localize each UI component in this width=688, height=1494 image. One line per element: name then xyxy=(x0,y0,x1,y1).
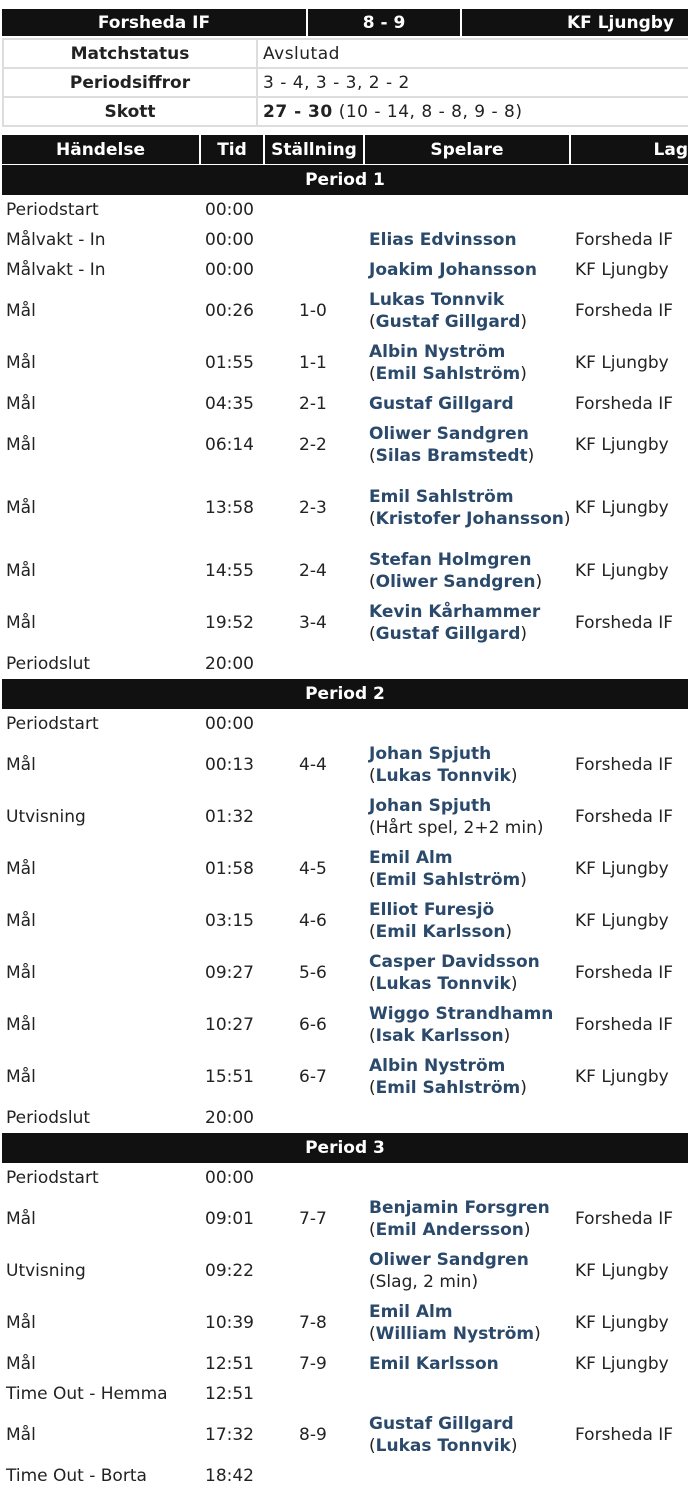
player-link[interactable]: Kevin Kårhammer xyxy=(369,602,541,622)
info-label: Matchstatus xyxy=(2,40,258,67)
event-score: 8-9 xyxy=(299,1425,327,1445)
player-link[interactable]: Lukas Tonnvik xyxy=(369,290,505,310)
paren-close: ) xyxy=(534,1324,541,1344)
assist-player-link[interactable]: Silas Bramstedt xyxy=(375,446,528,466)
event-type: Mål xyxy=(6,1425,36,1445)
event-team: Forsheda IF xyxy=(575,807,674,827)
event-row xyxy=(2,1193,688,1245)
event-team: KF Ljungby xyxy=(575,1067,669,1087)
player-link[interactable]: Wiggo Strandhamn xyxy=(369,1004,554,1024)
info-row-periods xyxy=(2,69,688,98)
player-link[interactable]: Gustaf Gillgard xyxy=(369,1414,514,1434)
event-player xyxy=(365,1413,571,1457)
info-row-shots xyxy=(2,98,688,127)
event-type: Mål xyxy=(6,561,36,581)
event-score: 2-3 xyxy=(299,498,327,518)
event-time: 18:42 xyxy=(205,1466,254,1486)
event-row xyxy=(2,389,688,419)
event-row xyxy=(2,1245,688,1297)
event-type: Utvisning xyxy=(6,1261,86,1281)
event-type: Periodstart xyxy=(6,1168,99,1188)
assist-player-link[interactable]: Gustaf Gillgard xyxy=(375,312,521,332)
col-header-event: Händelse xyxy=(2,135,201,164)
event-row xyxy=(2,895,688,947)
event-type: Mål xyxy=(6,353,36,373)
event-time: 09:27 xyxy=(205,963,254,983)
paren-open: ( xyxy=(369,1220,376,1240)
event-score: 2-1 xyxy=(299,394,327,414)
penalty-note: (Slag, 2 min) xyxy=(369,1272,479,1292)
paren-open: ( xyxy=(369,624,376,644)
event-row xyxy=(2,419,688,471)
event-time: 01:55 xyxy=(205,353,254,373)
event-time: 00:00 xyxy=(205,230,254,250)
event-score: 7-8 xyxy=(299,1313,327,1333)
event-row xyxy=(2,1461,688,1491)
info-label: Periodsiffror xyxy=(2,69,258,96)
event-time: 04:35 xyxy=(205,394,254,414)
event-type: Mål xyxy=(6,963,36,983)
assist-player-link[interactable]: William Nyström xyxy=(375,1324,535,1344)
paren-open: ( xyxy=(369,974,376,994)
paren-open: ( xyxy=(369,1078,376,1098)
event-type: Mål xyxy=(6,1354,36,1374)
event-row xyxy=(2,999,688,1051)
event-time: 13:58 xyxy=(205,498,254,518)
event-row xyxy=(2,471,688,545)
paren-open: ( xyxy=(369,1026,376,1046)
event-time: 00:00 xyxy=(205,200,254,220)
event-team: KF Ljungby xyxy=(575,911,669,931)
event-team: KF Ljungby xyxy=(575,435,669,455)
event-type: Mål xyxy=(6,498,36,518)
paren-close: ) xyxy=(503,1026,511,1046)
event-type: Målvakt - In xyxy=(6,230,106,250)
event-player xyxy=(365,549,571,593)
paren-close: ) xyxy=(535,572,543,592)
event-type: Periodstart xyxy=(6,714,99,734)
assist-player-link[interactable]: Emil Sahlström xyxy=(375,870,521,890)
event-time: 00:00 xyxy=(205,1168,254,1188)
event-type: Utvisning xyxy=(6,807,86,827)
event-player xyxy=(365,743,571,787)
event-time: 03:15 xyxy=(205,911,254,931)
event-player xyxy=(365,601,571,645)
away-team[interactable]: KF Ljungby xyxy=(462,9,688,36)
assist-player-link[interactable]: Lukas Tonnvik xyxy=(375,974,511,994)
event-type: Mål xyxy=(6,1313,36,1333)
player-link[interactable]: Joakim Johansson xyxy=(369,260,537,280)
event-type: Mål xyxy=(6,613,36,633)
event-row xyxy=(2,649,688,679)
player-link[interactable]: Emil Sahlström xyxy=(369,487,514,507)
event-type: Mål xyxy=(6,911,36,931)
event-row xyxy=(2,1103,688,1133)
event-time: 09:01 xyxy=(205,1209,254,1229)
event-team: Forsheda IF xyxy=(575,963,674,983)
player-link[interactable]: Elias Edvinsson xyxy=(369,230,517,250)
event-type: Time Out - Hemma xyxy=(6,1384,168,1404)
assist-player-link[interactable]: Emil Sahlström xyxy=(375,1078,521,1098)
event-row xyxy=(2,1409,688,1461)
event-row xyxy=(2,285,688,337)
paren-close: ) xyxy=(563,509,571,529)
event-row xyxy=(2,1379,688,1409)
assist-player-link[interactable]: Isak Karlsson xyxy=(375,1026,504,1046)
player-link[interactable]: Casper Davidsson xyxy=(369,952,540,972)
paren-open: ( xyxy=(369,446,376,466)
event-type: Målvakt - In xyxy=(6,260,106,280)
event-time: 00:13 xyxy=(205,755,254,775)
event-player xyxy=(365,423,571,467)
event-score: 1-0 xyxy=(299,301,327,321)
event-player xyxy=(365,289,571,333)
event-type: Mål xyxy=(6,301,36,321)
event-score: 4-5 xyxy=(299,859,327,879)
event-row xyxy=(2,545,688,597)
info-value: 3 - 4, 3 - 3, 2 - 2 xyxy=(263,72,410,93)
event-player xyxy=(365,899,571,943)
assist-player-link[interactable]: Emil Sahlström xyxy=(375,364,521,384)
event-time: 00:26 xyxy=(205,301,254,321)
player-link[interactable]: Johan Spjuth xyxy=(369,744,492,764)
event-row xyxy=(2,843,688,895)
paren-close: ) xyxy=(520,1078,527,1098)
paren-close: ) xyxy=(520,364,527,384)
event-type: Mål xyxy=(6,755,36,775)
paren-open: ( xyxy=(369,766,376,786)
event-player xyxy=(365,1301,571,1345)
event-time: 12:51 xyxy=(205,1354,254,1374)
event-type: Mål xyxy=(6,1067,36,1087)
event-team: Forsheda IF xyxy=(575,613,674,633)
event-team: KF Ljungby xyxy=(575,498,669,518)
event-row xyxy=(2,709,688,739)
player-link[interactable]: Emil Alm xyxy=(369,1302,453,1322)
event-row xyxy=(2,947,688,999)
event-type: Mål xyxy=(6,1209,36,1229)
event-score: 6-7 xyxy=(299,1067,327,1087)
paren-open: ( xyxy=(369,1324,376,1344)
paren-close: ) xyxy=(523,1220,531,1240)
event-team: KF Ljungby xyxy=(575,859,669,879)
period-header: Period 2 xyxy=(2,679,688,709)
event-time: 00:00 xyxy=(205,260,254,280)
event-team: KF Ljungby xyxy=(575,260,669,280)
event-time: 12:51 xyxy=(205,1384,254,1404)
assist-player-link[interactable]: Emil Andersson xyxy=(375,1220,524,1240)
event-type: Mål xyxy=(6,394,36,414)
event-team: Forsheda IF xyxy=(575,394,674,414)
event-row xyxy=(2,1051,688,1103)
event-team: KF Ljungby xyxy=(575,1313,669,1333)
player-link[interactable]: Oliwer Sandgren xyxy=(369,424,529,444)
event-type: Periodslut xyxy=(6,1108,91,1128)
event-score: 6-6 xyxy=(299,1015,327,1035)
event-player xyxy=(365,486,571,530)
assist-player-link[interactable]: Lukas Tonnvik xyxy=(375,1436,511,1456)
paren-open: ( xyxy=(369,572,376,592)
info-row-status xyxy=(2,40,688,69)
event-score: 5-6 xyxy=(299,963,327,983)
paren-close: ) xyxy=(527,446,535,466)
event-player xyxy=(365,1003,571,1047)
event-team: Forsheda IF xyxy=(575,1015,674,1035)
event-time: 14:55 xyxy=(205,561,254,581)
assist-player-link[interactable]: Kristofer Johansson xyxy=(375,509,564,529)
event-team: Forsheda IF xyxy=(575,1209,674,1229)
event-row xyxy=(2,337,688,389)
event-row xyxy=(2,195,688,225)
event-time: 00:00 xyxy=(205,714,254,734)
event-player xyxy=(365,1353,571,1375)
player-link[interactable]: Albin Nyström xyxy=(369,342,506,362)
event-row xyxy=(2,1297,688,1349)
event-row xyxy=(2,225,688,255)
event-team: Forsheda IF xyxy=(575,1425,674,1445)
penalty-note: (Hårt spel, 2+2 min) xyxy=(369,818,544,838)
event-row xyxy=(2,597,688,649)
assist-player-link[interactable]: Oliwer Sandgren xyxy=(375,572,536,592)
info-value xyxy=(258,98,522,125)
player-link[interactable]: Emil Karlsson xyxy=(369,1354,499,1374)
player-link[interactable]: Albin Nyström xyxy=(369,1056,506,1076)
event-type: Periodslut xyxy=(6,654,91,674)
event-score: 7-9 xyxy=(299,1354,327,1374)
final-score: 8 - 9 xyxy=(308,9,460,36)
paren-close: ) xyxy=(505,922,513,942)
event-time: 20:00 xyxy=(205,1108,254,1128)
event-time: 01:58 xyxy=(205,859,254,879)
event-score: 1-1 xyxy=(299,353,327,373)
shots-total: 27 - 30 xyxy=(263,101,333,122)
event-team: Forsheda IF xyxy=(575,755,674,775)
events-table-header xyxy=(2,135,688,164)
player-link[interactable]: Benjamin Forsgren xyxy=(369,1198,550,1218)
event-time: 10:39 xyxy=(205,1313,254,1333)
player-link[interactable]: Oliwer Sandgren xyxy=(369,1250,529,1270)
event-score: 2-2 xyxy=(299,435,327,455)
event-row xyxy=(2,1349,688,1379)
event-team: Forsheda IF xyxy=(575,301,674,321)
event-team: Forsheda IF xyxy=(575,230,674,250)
event-team: KF Ljungby xyxy=(575,561,669,581)
event-player xyxy=(365,1055,571,1099)
match-header xyxy=(2,9,688,36)
events-table xyxy=(2,165,688,1491)
home-team[interactable]: Forsheda IF xyxy=(2,9,306,36)
player-link[interactable]: Gustaf Gillgard xyxy=(369,394,514,414)
paren-open: ( xyxy=(369,922,376,942)
event-score: 4-4 xyxy=(299,755,327,775)
match-info-table xyxy=(2,38,688,127)
player-link[interactable]: Stefan Holmgren xyxy=(369,550,532,570)
info-value: Avslutad xyxy=(263,43,340,64)
event-team: KF Ljungby xyxy=(575,353,669,373)
paren-close: ) xyxy=(520,870,527,890)
event-time: 20:00 xyxy=(205,654,254,674)
event-player xyxy=(365,341,571,385)
event-player xyxy=(365,847,571,891)
event-player xyxy=(365,795,571,839)
col-header-time: Tid xyxy=(201,135,265,164)
event-type: Time Out - Borta xyxy=(6,1466,147,1486)
event-player xyxy=(365,259,571,281)
event-score: 4-6 xyxy=(299,911,327,931)
event-score: 3-4 xyxy=(299,613,327,633)
event-player xyxy=(365,951,571,995)
col-header-team: Lag xyxy=(571,135,688,164)
event-team: KF Ljungby xyxy=(575,1354,669,1374)
event-team: KF Ljungby xyxy=(575,1261,669,1281)
event-player xyxy=(365,393,571,415)
shots-by-period: (10 - 14, 8 - 8, 9 - 8) xyxy=(338,101,523,122)
event-player xyxy=(365,229,571,251)
info-label: Skott xyxy=(2,98,258,125)
event-time: 10:27 xyxy=(205,1015,254,1035)
event-row xyxy=(2,255,688,285)
period-header: Period 3 xyxy=(2,1133,688,1163)
event-time: 06:14 xyxy=(205,435,254,455)
paren-open: ( xyxy=(369,1436,376,1456)
paren-open: ( xyxy=(369,312,376,332)
event-type: Mål xyxy=(6,435,36,455)
event-time: 19:52 xyxy=(205,613,254,633)
paren-open: ( xyxy=(369,364,376,384)
period-header: Period 1 xyxy=(2,165,688,195)
event-time: 17:32 xyxy=(205,1425,254,1445)
event-time: 01:32 xyxy=(205,807,254,827)
event-type: Mål xyxy=(6,859,36,879)
event-row xyxy=(2,739,688,791)
event-player xyxy=(365,1197,571,1241)
paren-open: ( xyxy=(369,870,376,890)
col-header-score: Ställning xyxy=(265,135,365,164)
event-type: Mål xyxy=(6,1015,36,1035)
assist-player-link[interactable]: Gustaf Gillgard xyxy=(375,624,521,644)
paren-close: ) xyxy=(520,624,527,644)
player-link[interactable]: Johan Spjuth xyxy=(369,796,492,816)
event-type: Periodstart xyxy=(6,200,99,220)
event-row xyxy=(2,791,688,843)
paren-close: ) xyxy=(510,1436,518,1456)
event-score: 7-7 xyxy=(299,1209,327,1229)
paren-close: ) xyxy=(510,974,518,994)
assist-player-link[interactable]: Lukas Tonnvik xyxy=(375,766,511,786)
event-score: 2-4 xyxy=(299,561,327,581)
event-row xyxy=(2,1163,688,1193)
paren-close: ) xyxy=(510,766,518,786)
event-time: 09:22 xyxy=(205,1261,254,1281)
event-time: 15:51 xyxy=(205,1067,254,1087)
paren-open: ( xyxy=(369,509,376,529)
player-link[interactable]: Emil Alm xyxy=(369,848,453,868)
assist-player-link[interactable]: Emil Karlsson xyxy=(375,922,506,942)
event-player xyxy=(365,1249,571,1293)
paren-close: ) xyxy=(520,312,527,332)
col-header-player: Spelare xyxy=(365,135,571,164)
player-link[interactable]: Elliot Furesjö xyxy=(369,900,495,920)
